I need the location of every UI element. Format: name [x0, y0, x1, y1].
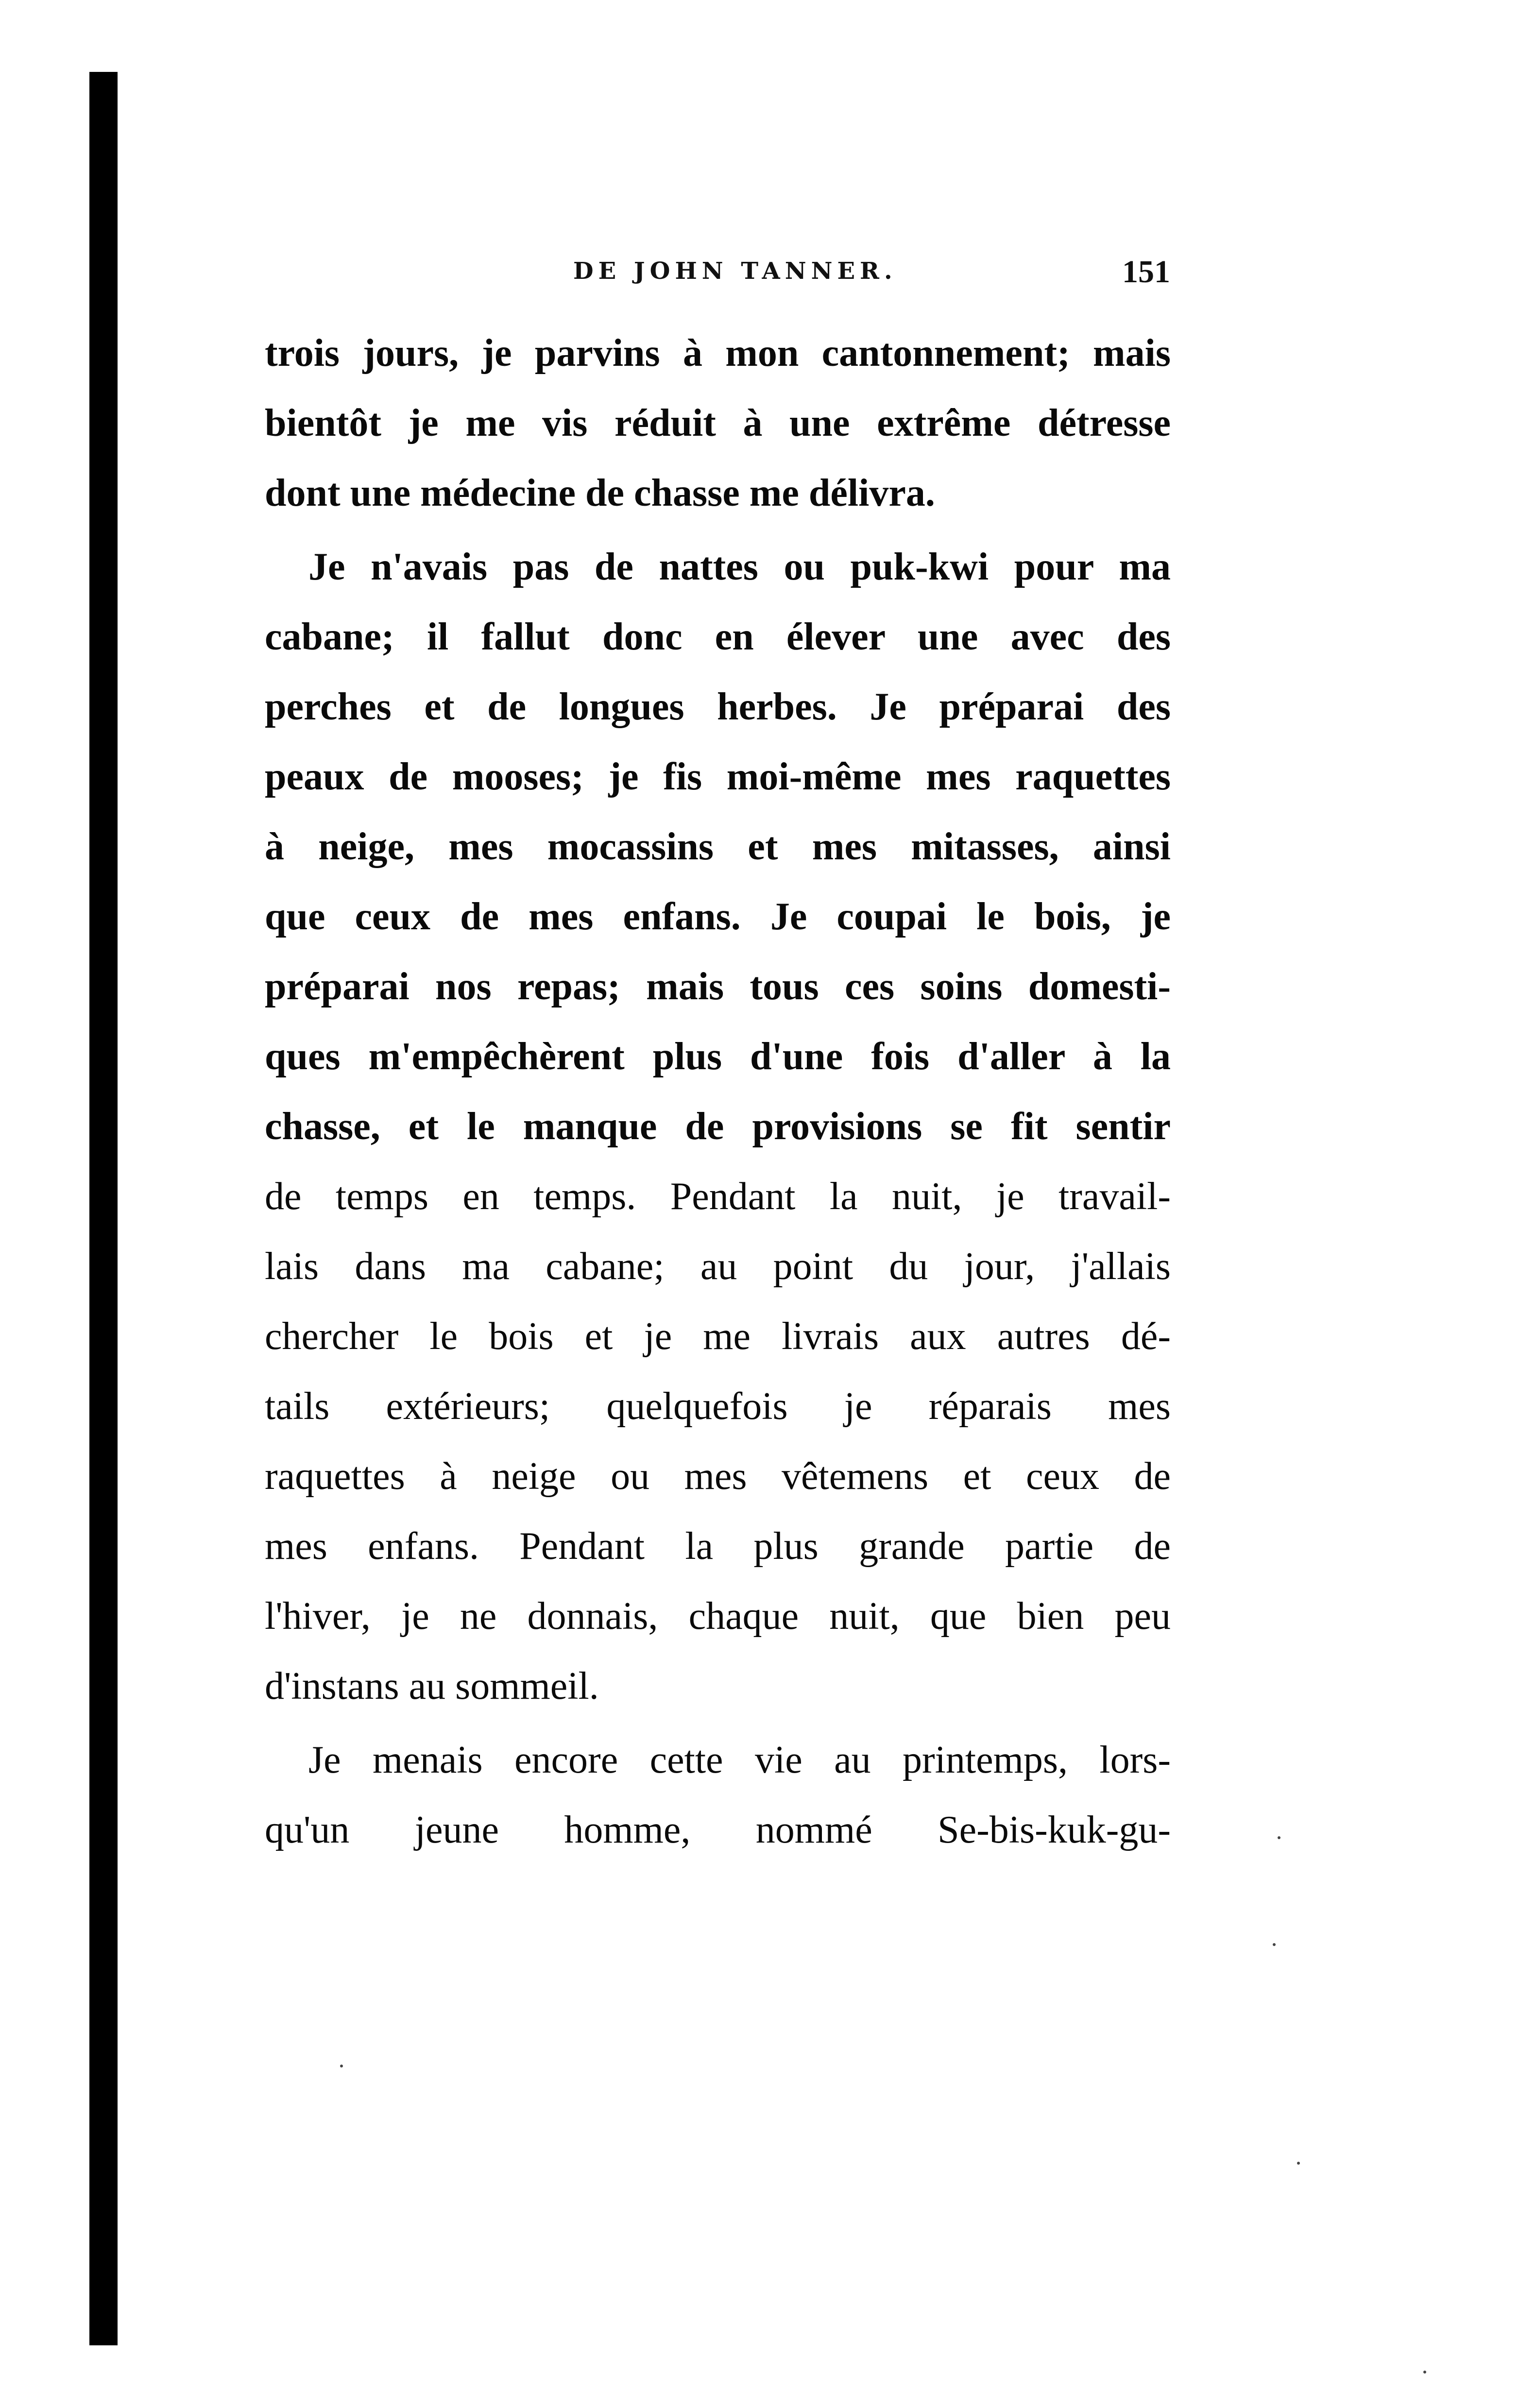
text-line: mes enfans. Pendant la plus grande partie de — [265, 1525, 1171, 1568]
text-line: raquettes à neige ou mes vêtemens et ceux de — [265, 1455, 1171, 1498]
paragraph-1 — [265, 318, 1171, 528]
text-line: que ceux de mes enfans. Je coupai le bois, je — [265, 895, 1171, 938]
scan-speck — [1423, 2371, 1426, 2374]
text-line: chercher le bois et je me livrais aux autres dé- — [265, 1315, 1171, 1358]
text-line: à neige, mes mocassins et mes mitasses, ainsi — [265, 825, 1171, 868]
text-line: lais dans ma cabane; au point du jour, j'allais — [265, 1245, 1171, 1288]
text-line: préparai nos repas; mais tous ces soins domesti- — [265, 965, 1171, 1008]
text-line: Je menais encore cette vie au printemps, lors- — [308, 1739, 1171, 1781]
paragraph-3 — [265, 1725, 1171, 1865]
text-line: cabane; il fallut donc en élever une avec des — [265, 615, 1171, 658]
text-line: bientôt je me vis réduit à une extrême détresse — [265, 402, 1171, 444]
text-line: tails extérieurs; quelquefois je réparais mes — [265, 1385, 1171, 1428]
text-line: dont une médecine de chasse me délivra. — [265, 472, 935, 514]
text-line: chasse, et le manque de provisions se fit sentir — [265, 1105, 1171, 1148]
text-line: qu'un jeune homme, nommé Se-bis-kuk-gu- — [265, 1809, 1171, 1851]
scan-speck — [1278, 1836, 1280, 1839]
text-line: trois jours, je parvins à mon cantonnement; mais — [265, 332, 1171, 375]
paragraph-2 — [265, 532, 1171, 1721]
text-line: d'instans au sommeil. — [265, 1665, 599, 1708]
binding-edge — [89, 72, 118, 2345]
page-number: 151 — [1122, 254, 1170, 290]
text-line: de temps en temps. Pendant la nuit, je travail- — [265, 1175, 1171, 1218]
scan-speck — [340, 2065, 343, 2067]
body-text — [265, 318, 1171, 1865]
scan-speck — [1297, 2162, 1300, 2165]
text-line: Je n'avais pas de nattes ou puk-kwi pour ma — [308, 546, 1171, 588]
text-line: perches et de longues herbes. Je préparai des — [265, 685, 1171, 728]
text-line: l'hiver, je ne donnais, chaque nuit, que bien peu — [265, 1595, 1171, 1638]
scan-speck — [1273, 1943, 1276, 1946]
text-line: ques m'empêchèrent plus d'une fois d'aller à la — [265, 1035, 1171, 1078]
running-head: DE JOHN TANNER. — [573, 257, 897, 285]
text-line: peaux de mooses; je fis moi-même mes raquettes — [265, 755, 1171, 798]
